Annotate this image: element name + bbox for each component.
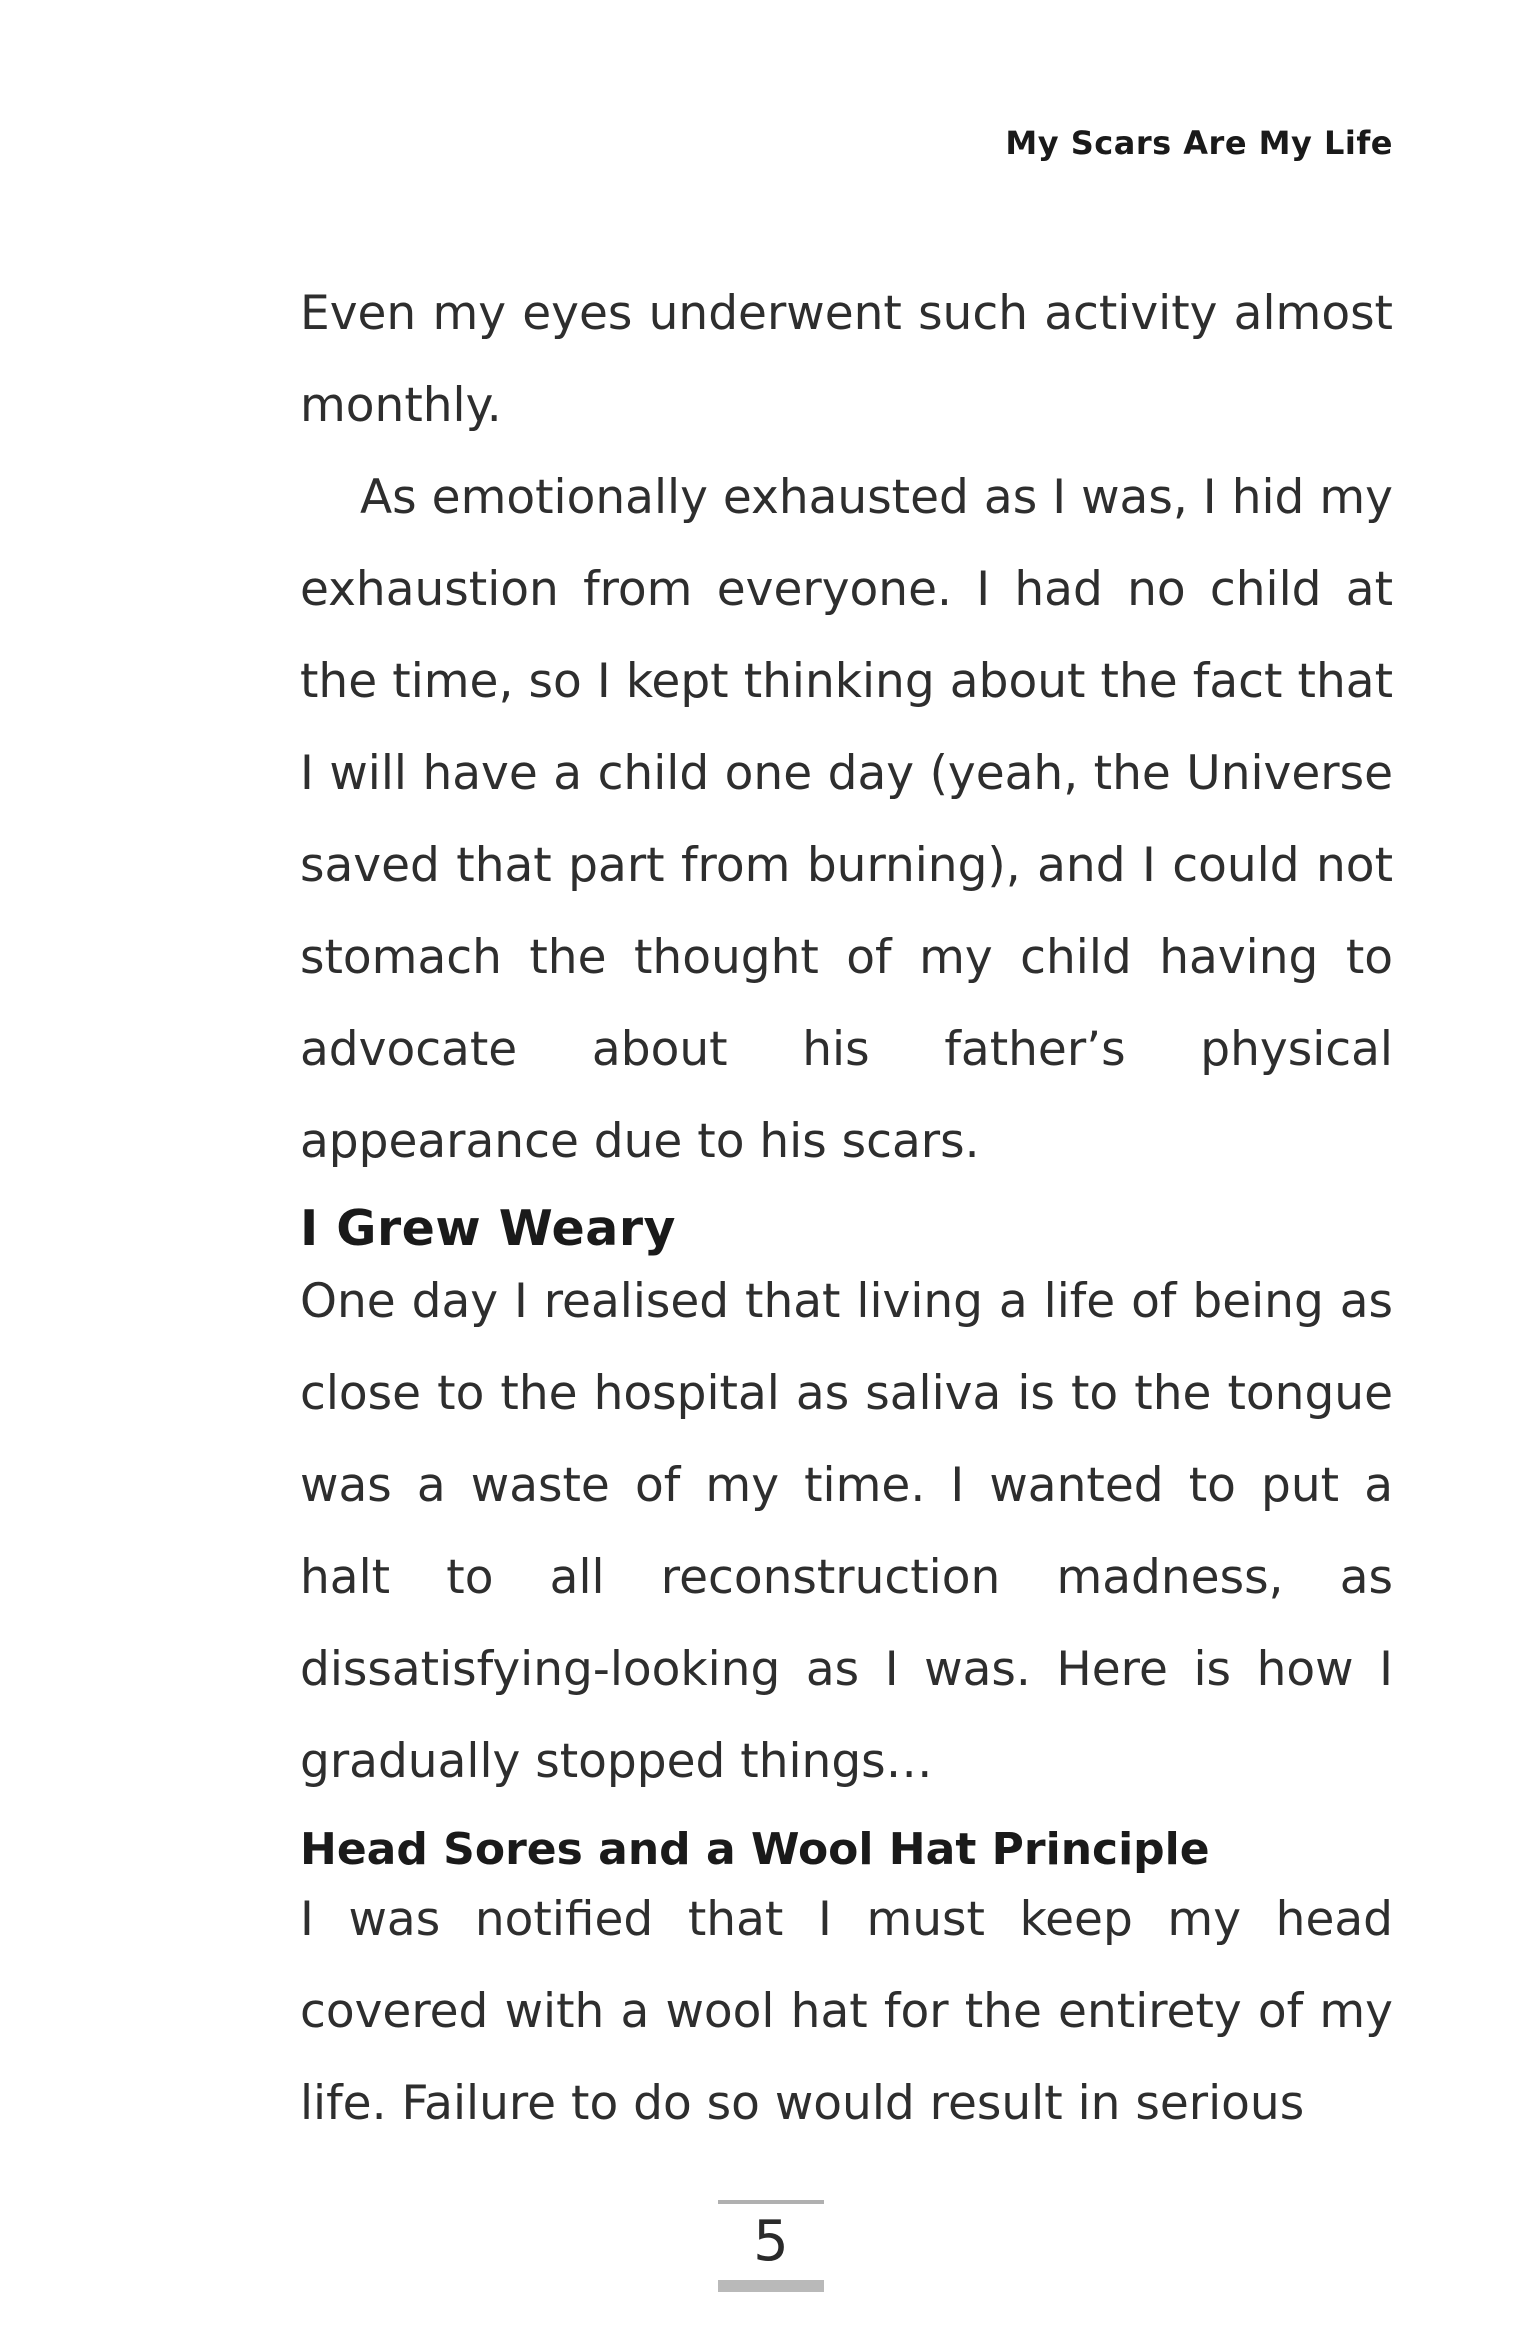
paragraph: Even my eyes underwent such activity almost monthly. [300, 286, 1393, 433]
subsection-heading: Head Sores and a Wool Hat Principle [300, 1823, 1210, 1875]
page-footer [718, 2200, 824, 2292]
section-heading: I Grew Weary [300, 1200, 676, 1257]
paragraph: As emotionally exhausted as I was, I hid my exhaustion from everyone. I had no child at the time, so I kept thinking about the fact that I will have a child one day (yeah, the Universe saved that part from burning), and I could not stomach the thought of my child having to advocate about his father’s physical appearance due to his scars. [300, 470, 1393, 1169]
page-body [300, 268, 1393, 2150]
paragraph: I was notified that I must keep my head covered with a wool hat for the entirety of my life. Failure to do so would result in serious [300, 1892, 1393, 2132]
paragraph: One day I realised that living a life of being as close to the hospital as saliva is to the tongue was a waste of my time. I wanted to put a halt to all reconstruction madness, as dissatisfying-looking as I was. Here is how I gradually stopped things… [300, 1273, 1393, 1789]
footer-rule-bottom [718, 2280, 824, 2292]
page-number: 5 [753, 2209, 789, 2274]
running-header: My Scars Are My Life [1005, 124, 1393, 162]
